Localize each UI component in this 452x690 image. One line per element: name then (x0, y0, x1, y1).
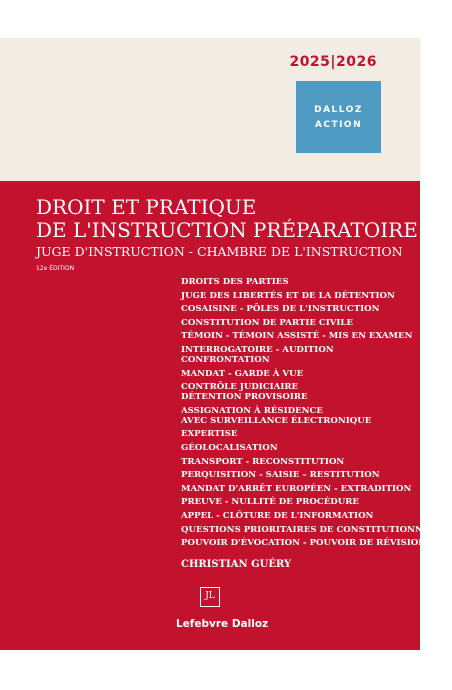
topic-item: CONSTITUTION DE PARTIE CIVILE (181, 317, 354, 328)
topic-item: TRANSPORT - RECONSTITUTION (181, 456, 345, 467)
collection-name: DALLOZ (314, 105, 363, 115)
cover-top-band (0, 38, 420, 181)
topic-item: EXPERTISE (181, 429, 238, 440)
topic-item: GÉOLOCALISATION (181, 442, 278, 453)
cover-red-panel (0, 181, 452, 650)
topic-item: ASSIGNATION À RÉSIDENCE AVEC SURVEILLANCE ÉLECTRONIQUE (181, 405, 372, 426)
topic-item: PREUVE - NULLITÉ DE PROCÉDURE (181, 497, 359, 508)
topic-item: TÉMOIN - TÉMOIN ASSISTÉ - MIS EN EXAMEN (181, 331, 413, 342)
collection-badge (296, 81, 381, 153)
topic-item: MANDAT - GARDE À VUE (181, 368, 304, 379)
topic-item: MANDAT D'ARRÊT EUROPÉEN - EXTRADITION (181, 483, 412, 494)
topic-item: COSAISINE - PÔLES DE L'INSTRUCTION (181, 304, 380, 315)
topic-item: INTERROGATOIRE - AUDITION CONFRONTATION (181, 344, 334, 365)
book-subtitle: JUGE D'INSTRUCTION - CHAMBRE DE L'INSTRUCTION (36, 244, 403, 259)
topic-item: QUESTIONS PRIORITAIRES DE CONSTITUTIONNALITÉ (181, 524, 452, 535)
topic-item: JUGE DES LIBERTÉS ET DE LA DÉTENTION (181, 290, 395, 301)
edition-number: 12e ÉDITION (36, 265, 75, 272)
collection-series: ACTION (314, 120, 363, 130)
topic-item: PERQUISITION - SAISIE – RESTITUTION (181, 470, 380, 481)
topic-item: APPEL - CLÔTURE DE L'INFORMATION (181, 510, 374, 521)
edition-years: 2025|2026 (289, 54, 377, 70)
publisher-logo: JL (200, 587, 220, 607)
publisher-name: Lefebvre Dalloz (176, 618, 269, 630)
topic-item: CONTRÔLE JUDICIAIRE DÉTENTION PROVISOIRE (181, 382, 308, 403)
book-title (36, 196, 418, 242)
topic-item: POUVOIR D'ÉVOCATION - POUVOIR DE RÉVISION (181, 538, 427, 549)
book-cover (0, 38, 452, 650)
topics-list (181, 277, 452, 552)
title-line-2: DE L'INSTRUCTION PRÉPARATOIRE (36, 218, 418, 242)
title-line-1: DROIT ET PRATIQUE (36, 195, 257, 219)
topic-item: DROITS DES PARTIES (181, 277, 289, 287)
author-name: CHRISTIAN GUÉRY (181, 559, 292, 570)
